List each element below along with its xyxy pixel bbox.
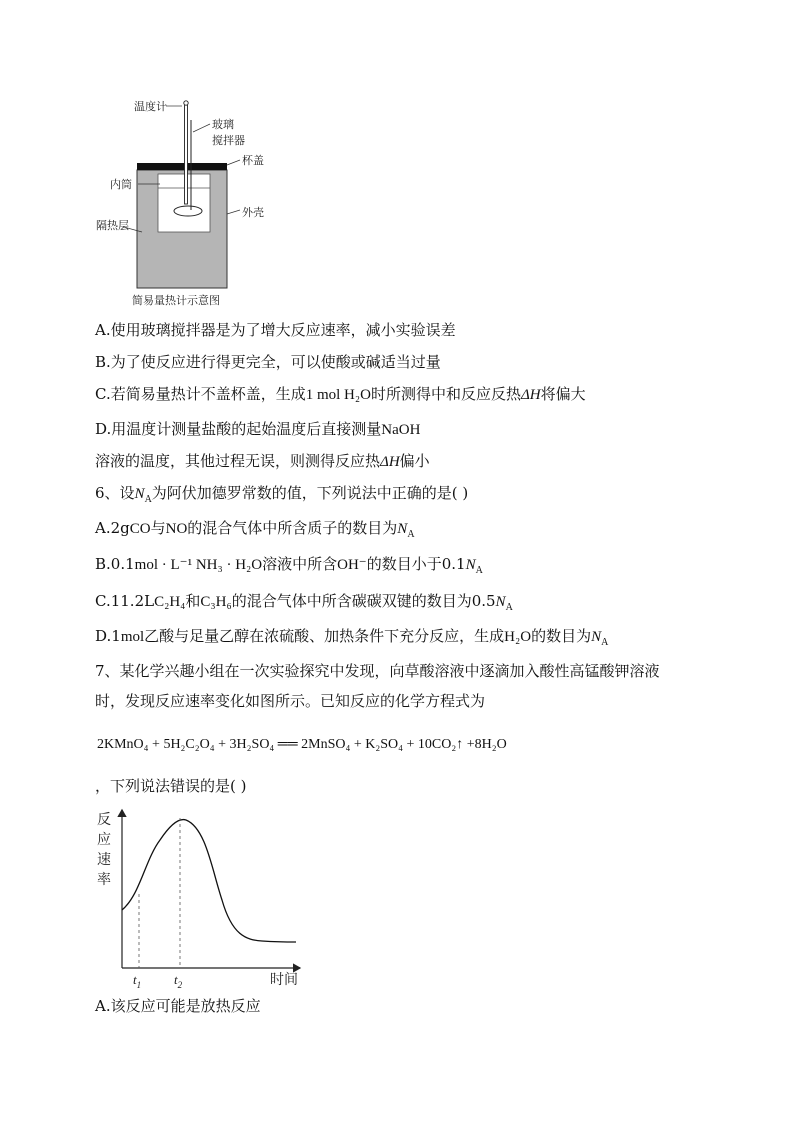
q5-option-d: D.用温度计测量盐酸的起始温度后直接测量NaOH — [95, 420, 421, 438]
x-axis-label: 时间 — [270, 972, 298, 988]
reaction-equation: 2KMnO₄ + 5H₂C₂O₄ + 3H₂SO₄ ══ 2MnSO₄ + K₂SO₄ + 10CO₂↑ +8H₂O — [97, 737, 507, 752]
q5-option-d-cont: 溶液的温度，其他过程无误，则测得反应热ΔH偏小 — [95, 452, 430, 470]
label-inner-cup: 内筒 — [110, 178, 132, 191]
rate-curve — [122, 820, 296, 942]
q5-option-b: B.为了使反应进行得更完全，可以使酸或碱适当过量 — [95, 353, 441, 371]
label-stirrer-2: 搅拌器 — [212, 134, 245, 147]
label-lid: 杯盖 — [242, 154, 264, 167]
y-label-char-2: 应 — [97, 832, 111, 848]
q5-option-a: A.使用玻璃搅拌器是为了增大反应速率，减小实验误差 — [95, 321, 456, 339]
rate-time-graph — [0, 800, 794, 1020]
q6-stem: 6、设$N_A$为阿伏加德罗常数的值，下列说法中正确的是( ) — [95, 484, 469, 505]
q7-stem-line3: ，下列说法错误的是( ) — [95, 777, 247, 795]
q7-stem-line1: 7、某化学兴趣小组在一次实验探究中发现，向草酸溶液中逐滴加入酸性高锰酸钾溶液 — [95, 662, 660, 680]
lid — [137, 163, 227, 170]
thermometer — [185, 104, 188, 204]
y-label-char-3: 速 — [97, 852, 111, 868]
q7-option-a: A.该反应可能是放热反应 — [95, 997, 261, 1015]
q6-option-a: A.2gCO与NO的混合气体中所含质子的数目为$N_A$ — [95, 519, 415, 540]
tick-t2: $t_2$ — [174, 972, 183, 990]
q6-option-b: B.0.1mol · L⁻¹ NH₃ · H₂O溶液中所含OH⁻的数目小于$0.1N_A$ — [95, 555, 483, 576]
inner-cup — [158, 174, 210, 232]
tick-t1: $t_1$ — [133, 972, 142, 990]
label-shell: 外壳 — [242, 206, 264, 219]
calorimeter-diagram — [0, 0, 794, 320]
q6-option-d: D.1mol乙酸与足量乙醇在浓硫酸、加热条件下充分反应，生成H₂O的数目为$N_A$ — [95, 627, 609, 648]
q7-stem-line2: 时，发现反应速率变化如图所示。已知反应的化学方程式为 — [95, 692, 486, 710]
label-thermometer: 温度计 — [134, 100, 167, 113]
diagram-caption: 简易量热计示意图 — [132, 294, 220, 307]
y-label-char-4: 率 — [97, 872, 111, 888]
q5-option-c: C.若简易量热计不盖杯盖，生成1 mol H₂O时所测得中和反应反热ΔH将偏大 — [95, 385, 586, 403]
label-insulation: 隔热层 — [96, 219, 129, 232]
label-stirrer-1: 玻璃 — [212, 118, 234, 131]
q6-option-c: C.11.2LC₂H₄和C₃H₆的混合气体中所含碳碳双键的数目为$0.5N_A$ — [95, 592, 513, 613]
y-label-char-1: 反 — [97, 812, 111, 828]
